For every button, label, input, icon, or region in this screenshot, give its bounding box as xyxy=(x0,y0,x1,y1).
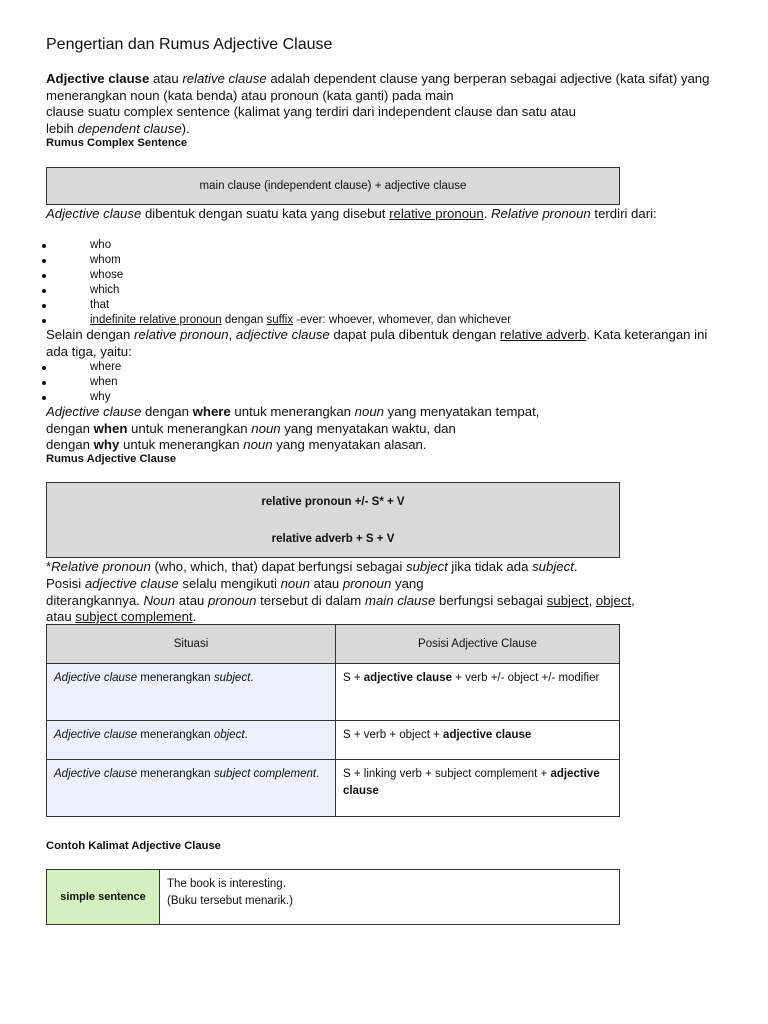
subject-link[interactable]: subject xyxy=(546,592,589,608)
cell-bold: adjective clause xyxy=(443,729,532,741)
posisi-text: atau xyxy=(46,609,76,624)
intro-text: adalah dependent clause yang berperan sebagai adjective (kata sifat) yang menerangkan noun (kata benda) atau pronoun (kata ganti) pada main xyxy=(46,71,710,103)
usage-paragraph xyxy=(46,404,726,454)
posisi-term: pronoun xyxy=(208,592,257,608)
intro-text: ). xyxy=(181,120,190,136)
usage-text: untuk menerangkan xyxy=(230,404,355,419)
note-text: . xyxy=(573,559,578,574)
cell-text: S + verb + object + xyxy=(343,729,444,741)
rp-text: . xyxy=(483,206,492,221)
rumus-adjective-heading: Rumus Adjective Clause xyxy=(46,453,177,465)
posisi-text: diterangkannya. xyxy=(46,592,144,608)
cell-term: object xyxy=(213,729,245,741)
adverb-list xyxy=(42,360,121,405)
situasi-cell xyxy=(47,721,336,760)
usage-text: yang menyatakan waktu, dan xyxy=(280,420,456,436)
usage-term: noun xyxy=(251,420,281,436)
header-situasi: Situasi xyxy=(47,625,336,664)
list-item: that xyxy=(42,298,511,313)
cell-text: . xyxy=(244,729,248,741)
posisi-term: Noun xyxy=(143,592,176,608)
usage-term: noun xyxy=(243,437,273,452)
note-paragraph xyxy=(46,559,726,576)
cell-term: subject complement xyxy=(213,768,317,780)
cell-term: Adjective clause xyxy=(54,729,138,741)
table-row xyxy=(47,870,620,925)
relative-adverb-intro xyxy=(46,327,726,360)
intro-dependent: dependent clause xyxy=(77,120,182,136)
list-item: whose xyxy=(42,268,511,283)
adjective-formula-1: relative pronoun +/- S* + V xyxy=(261,495,405,508)
intro-alt: relative clause xyxy=(182,71,267,86)
adjective-formula-box-1 xyxy=(46,482,620,521)
rp-text: dibentuk dengan suatu kata yang disebut xyxy=(141,206,390,221)
rp-term: Relative pronoun xyxy=(491,206,591,221)
posisi-text: atau xyxy=(175,592,209,608)
posisi-text: Posisi xyxy=(46,576,85,591)
list-item: why xyxy=(42,390,121,405)
usage-text: yang menyatakan alasan. xyxy=(272,437,427,452)
posisi-text: selalu mengikuti xyxy=(178,576,281,591)
position-table xyxy=(46,624,620,817)
pronoun-list xyxy=(42,238,511,328)
posisi-text: , xyxy=(588,592,596,608)
usage-bold: when xyxy=(93,420,128,436)
cell-text: S + xyxy=(343,672,364,684)
intro-text: clause suatu complex sentence (kalimat yang terdiri dari independent clause dan satu atau xyxy=(46,104,577,119)
cell-term: Adjective clause xyxy=(54,768,138,780)
posisi-text: berfungsi sebagai xyxy=(435,592,547,608)
complex-formula-box xyxy=(46,167,620,205)
list-item: which xyxy=(42,283,511,298)
adv-term: adjective clause xyxy=(235,327,330,342)
cell-bold: adjective clause xyxy=(363,672,453,684)
table-row xyxy=(47,664,620,721)
usage-text: untuk menerangkan xyxy=(127,420,252,436)
adv-text: , xyxy=(228,327,236,342)
usage-text: dengan xyxy=(46,420,94,436)
posisi-term: main clause xyxy=(364,592,436,608)
intro-term: Adjective clause xyxy=(46,71,150,86)
usage-bold: why xyxy=(93,437,120,452)
cell-bold: adjective clause xyxy=(343,768,600,797)
posisi-cell xyxy=(336,760,620,817)
cell-text: S + linking verb + subject complement + xyxy=(343,768,551,780)
cell-text: menerangkan xyxy=(137,729,214,741)
note-term: subject xyxy=(405,559,448,574)
table-header-row xyxy=(47,625,620,664)
intro-text: atau xyxy=(149,71,183,86)
cell-text: + verb +/- object +/- modifier xyxy=(452,672,600,684)
posisi-text: , xyxy=(631,592,635,608)
usage-term: noun xyxy=(354,404,385,419)
adjective-formula-2: relative adverb + S + V xyxy=(271,532,395,545)
note-text: (who, which, that) dapat berfungsi sebagai xyxy=(150,559,406,574)
rp-text: terdiri dari: xyxy=(590,206,657,221)
list-item: whom xyxy=(42,253,511,268)
table-row xyxy=(47,760,620,817)
suffix-link[interactable]: suffix xyxy=(266,314,294,326)
posisi-term: pronoun xyxy=(342,576,392,591)
note-term: subject xyxy=(532,559,574,574)
page-title: Pengertian dan Rumus Adjective Clause xyxy=(46,36,333,53)
usage-term: Adjective clause xyxy=(46,404,142,419)
indefinite-link[interactable]: indefinite relative pronoun xyxy=(90,314,222,326)
list-item-indefinite xyxy=(42,313,511,328)
example-cell xyxy=(160,870,620,925)
posisi-cell xyxy=(336,721,620,760)
posisi-cell xyxy=(336,664,620,721)
indefinite-text: -ever: whoever, whomever, dan whichever xyxy=(293,314,512,326)
rp-term: Adjective clause xyxy=(46,206,142,221)
adv-text: Selain dengan xyxy=(46,327,134,342)
cell-term: subject xyxy=(213,672,251,684)
cell-term: Adjective clause xyxy=(54,672,138,684)
posisi-text: yang xyxy=(391,576,424,591)
contoh-heading: Contoh Kalimat Adjective Clause xyxy=(46,840,221,852)
intro-text: lebih xyxy=(46,120,78,136)
simple-sentence-label: simple sentence xyxy=(47,870,160,925)
usage-text: yang menyatakan tempat, xyxy=(384,404,540,419)
usage-text: untuk menerangkan xyxy=(119,437,244,452)
situasi-cell xyxy=(47,664,336,721)
posisi-term: adjective clause xyxy=(84,576,179,591)
intro-paragraph xyxy=(46,71,726,137)
adv-text: . Kata keterangan ini ada tiga, yaitu: xyxy=(46,327,708,359)
cell-text: . xyxy=(250,672,254,684)
note-term: Relative pronoun xyxy=(51,559,151,574)
usage-text: dengan xyxy=(46,437,94,452)
complex-formula: main clause (independent clause) + adjective clause xyxy=(199,180,467,192)
posisi-paragraph xyxy=(46,576,726,626)
situasi-cell xyxy=(47,760,336,817)
example-translation: (Buku tersebut menarik.) xyxy=(167,895,293,907)
example-table xyxy=(46,869,620,925)
list-item: who xyxy=(42,238,511,253)
cell-text: . xyxy=(316,768,320,780)
posisi-text: . xyxy=(192,609,197,624)
note-text: * xyxy=(46,559,52,574)
cell-text: menerangkan xyxy=(137,768,214,780)
cell-text: menerangkan xyxy=(137,672,214,684)
adjective-formula-box-2 xyxy=(46,520,620,558)
indefinite-text: dengan xyxy=(221,314,267,326)
adv-link[interactable]: relative adverb xyxy=(499,327,587,342)
rumus-complex-heading: Rumus Complex Sentence xyxy=(46,137,188,149)
note-text: jika tidak ada xyxy=(447,559,533,574)
usage-bold: where xyxy=(192,404,231,419)
posisi-term: noun xyxy=(280,576,310,591)
posisi-text: tersebut di dalam xyxy=(256,592,365,608)
example-sentence: The book is interesting. xyxy=(167,878,286,890)
adv-term: relative pronoun xyxy=(134,327,229,342)
table-row xyxy=(47,721,620,760)
header-posisi: Posisi Adjective Clause xyxy=(336,625,620,664)
object-link[interactable]: object xyxy=(595,592,632,608)
list-item: when xyxy=(42,375,121,390)
usage-text: dengan xyxy=(141,404,193,419)
rp-link[interactable]: relative pronoun xyxy=(389,206,484,221)
posisi-text: atau xyxy=(309,576,343,591)
relative-pronoun-intro xyxy=(46,206,726,223)
adv-text: dapat pula dibentuk dengan xyxy=(329,327,500,342)
subject-complement-link[interactable]: subject complement xyxy=(75,609,193,624)
list-item: where xyxy=(42,360,121,375)
